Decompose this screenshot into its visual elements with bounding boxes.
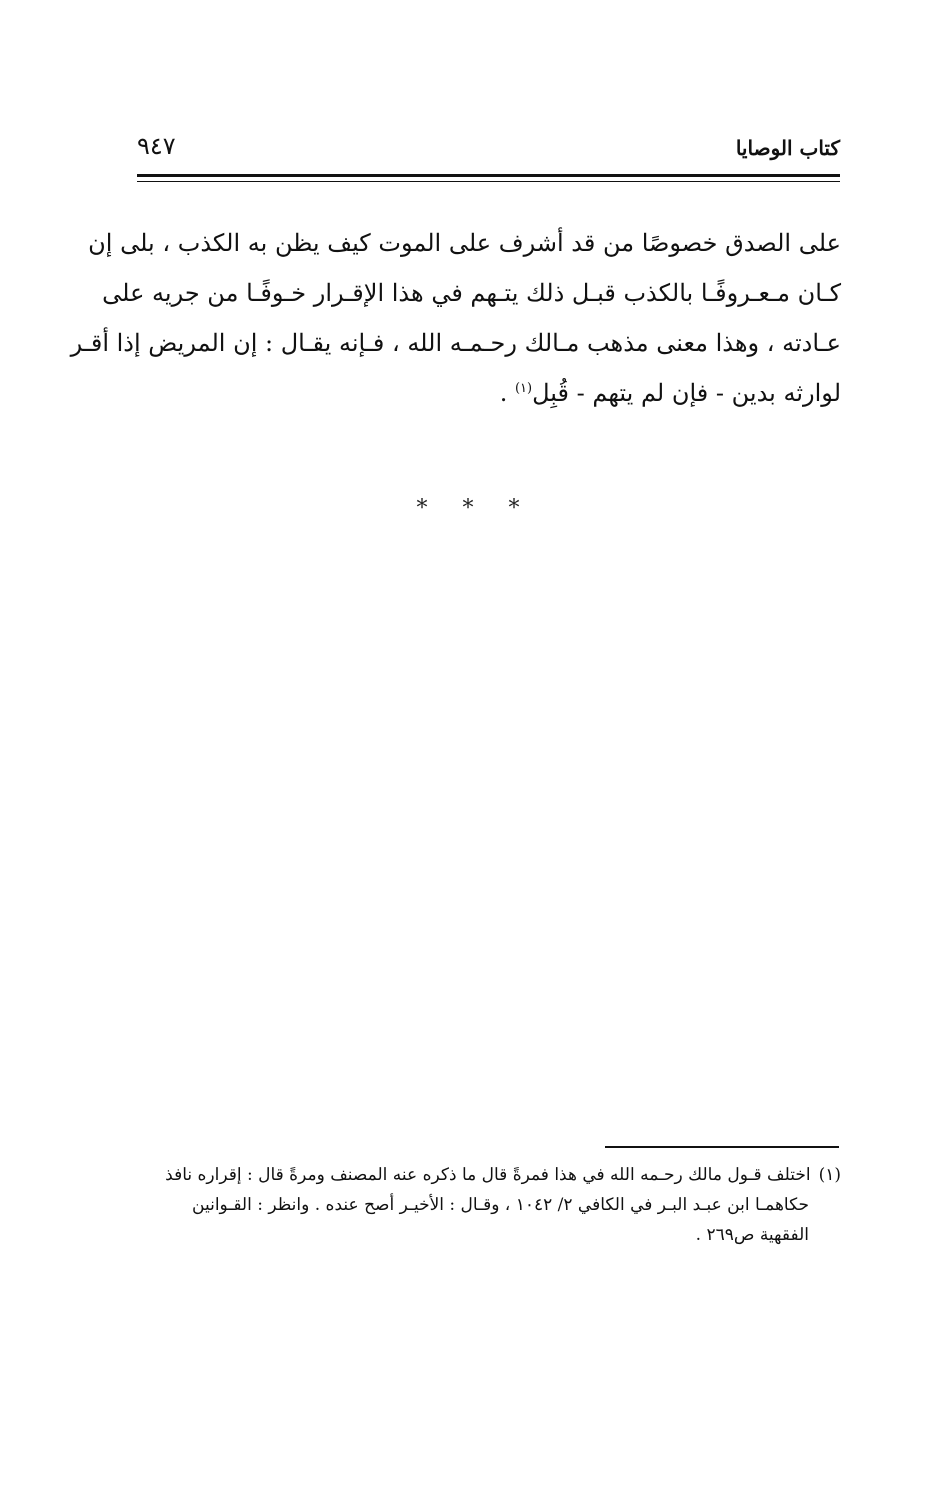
footnote-rule [605,1146,839,1148]
footnote-line-1 [133,1160,841,1190]
header-rule-thin [137,181,840,182]
body-line-4-text: لوارثه بدين - فإن لم يتهم - قُبِل [532,379,841,407]
footnote [133,1160,841,1250]
footnote-line-3: الفقهية ص٢٦٩ . [695,1225,809,1245]
section-divider: * * * [416,496,534,521]
header-rule-thick [137,174,840,177]
footnote-marker: (١) [818,1165,841,1185]
body-line-4 [133,368,841,418]
main-paragraph [70,218,841,418]
body-line-1: على الصدق خصوصًا من قد أشرف على الموت كيف يظن به الكذب ، بلى إن [88,229,841,257]
body-line-3: عـادته ، وهذا معنى مذهب مـالك رحـمـه الله ، فـإنه يقـال : إن المريض إذا أقـر [70,329,841,357]
footnote-line-2: حكاهمـا ابن عبـد البـر في الكافي ٢/ ١٠٤٢ ، وقـال : الأخيـر أصح عنده . وانظر : القـوانين [192,1195,809,1215]
page-header [137,130,840,170]
page-number: ٩٤٧ [137,132,176,160]
body-line-4-end: . [499,379,515,407]
footnote-line-1-text: اختلف قـول مالك رحـمه الله في هذا فمرةً قال ما ذكره عنه المصنف ومرةً قال : إقراره نافذ [165,1165,811,1185]
footnote-reference: (١) [514,381,533,396]
body-line-2: كـان مـعـروفًـا بالكذب قبـل ذلك يتـهم في هذا الإقـرار خـوفًـا من جريه على [102,279,841,307]
running-title: كتاب الوصايا [735,136,840,160]
